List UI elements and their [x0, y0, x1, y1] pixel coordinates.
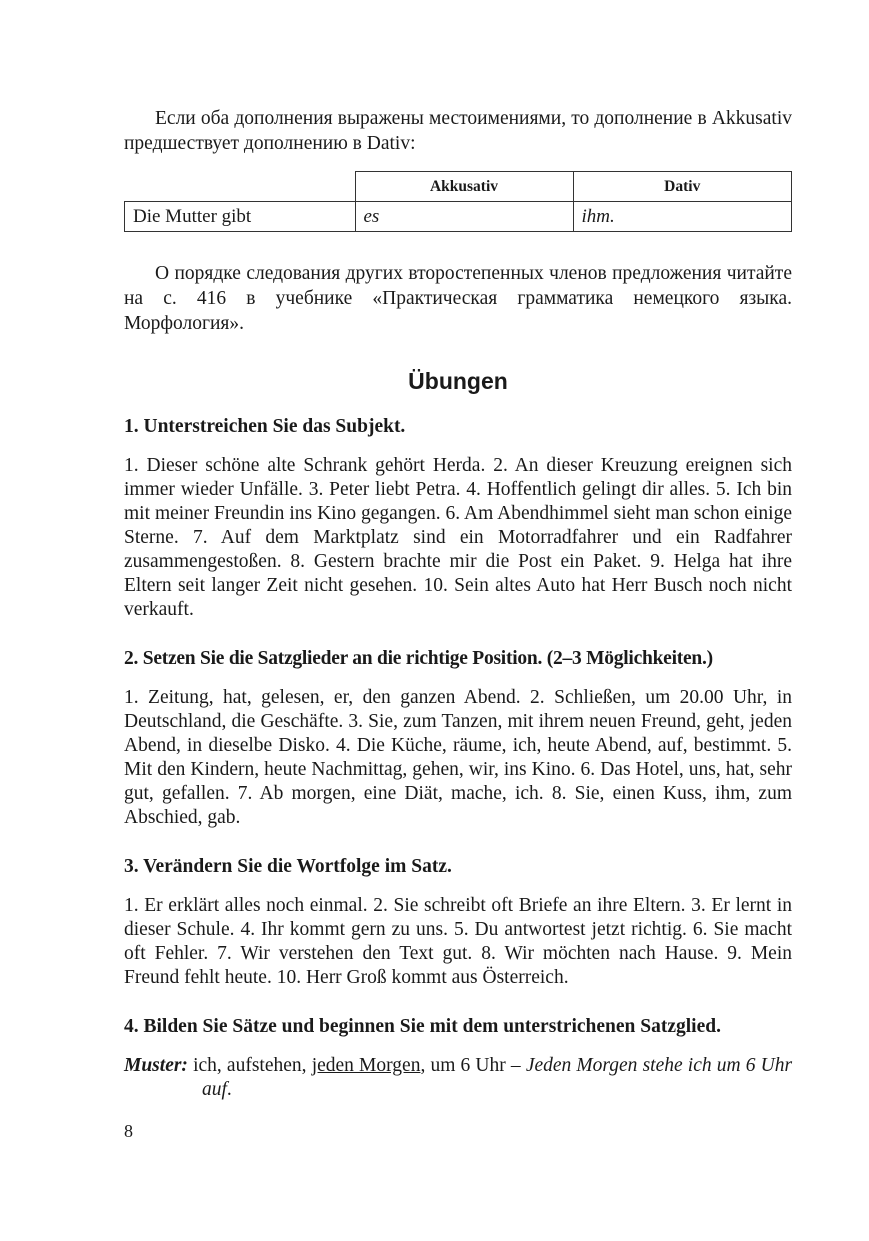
muster-label: Muster: — [124, 1055, 188, 1077]
exercise-1-title: 1. Unterstreichen Sie das Subjekt. — [124, 416, 406, 438]
exercise-4-title: 4. Bilden Sie Sätze und beginnen Sie mit dem unterstrichenen Satzglied. — [124, 1016, 721, 1038]
muster-suffix: , um 6 Uhr – — [420, 1055, 521, 1077]
table-cell-dativ: ihm. — [573, 202, 792, 232]
table-cell-akkusativ: es — [355, 202, 573, 232]
exercise-2-title: 2. Setzen Sie die Satzglieder an die richtige Position. (2–3 Möglichkeiten.) — [124, 648, 713, 670]
exercise-3-title: 3. Verändern Sie die Wortfolge im Satz. — [124, 856, 452, 878]
section-title: Übungen — [408, 368, 508, 394]
muster-prefix: ich, aufstehen, — [193, 1055, 307, 1077]
table-header-row — [125, 172, 792, 202]
table-header-akkusativ: Akkusativ — [355, 172, 573, 202]
muster-underlined-phrase: jeden Morgen — [311, 1055, 421, 1077]
exercise-2-body: 1. Zeitung, hat, gelesen, er, den ganzen Abend. 2. Schließen, um 20.00 Uhr, in Deutschland, die Geschäfte. 3. Sie, zum Tanzen, mit ihrem neuen Freund, geht, jeden Abend, in dieselbe Disko. 4. Die Küche, räume, ich, heute Abend, auf, bestimmt. 5. Mit den Kindern, heute Nachmittag, gehen, wir, ins Kino. 6. Das Hotel, uns, hat, sehr gut, gefallen. 7. Ab morgen, eine Diät, mache, ich. 8. Sie, einen Kuss, ihm, zum Abschied, gab. — [124, 687, 792, 829]
table-header-dativ: Dativ — [573, 172, 792, 202]
muster-example — [124, 1054, 792, 1102]
page-number: 8 — [124, 1121, 133, 1141]
table-cell-subject: Die Mutter gibt — [125, 202, 356, 232]
intro-paragraph: Если оба дополнения выражены местоимениями, то дополнение в Akkusativ предшествует дополнению в Dativ: — [124, 108, 792, 154]
table-row — [125, 202, 792, 232]
exercise-3-body: 1. Er erklärt alles noch einmal. 2. Sie schreibt oft Briefe an ihre Eltern. 3. Er lernt in dieser Schule. 4. Ihr kommt gern zu uns. 5. Du antwortest jetzt richtig. 6. Sie macht oft Fehler. 7. Wir verstehen den Text gut. 8. Wir möchten nach Hause. 9. Mein Freund fehlt heute. 10. Herr Groß kommt aus Österreich. — [124, 895, 792, 989]
table-header-cell-empty — [125, 172, 356, 202]
case-order-table — [124, 171, 792, 232]
reference-paragraph: О порядке следования других второстепенных членов предложения читайте на с. 416 в учебнике «Практическая грамматика немецкого языка. Морфология». — [124, 263, 792, 334]
muster-answer: Jeden Morgen stehe ich um 6 Uhr auf — [202, 1055, 793, 1101]
muster-end: . — [226, 1079, 232, 1101]
page-content — [124, 106, 792, 1102]
exercise-1-body: 1. Dieser schöne alte Schrank gehört Herda. 2. An dieser Kreuzung ereignen sich immer wieder Unfälle. 3. Peter liebt Petra. 4. Hoffentlich gelingt dir alles. 5. Ich bin mit meiner Freundin ins Kino gegangen. 6. Am Abendhimmel sieht man schon einige Sterne. 7. Auf dem Marktplatz sind ein Motorradfahrer und ein Radfahrer zusammengestoßen. 8. Gestern brachte mir die Post ein Paket. 9. Helga hat ihre Eltern seit langer Zeit nicht gesehen. 10. Sein altes Auto hat Herr Busch noch nicht verkauft. — [124, 455, 792, 621]
